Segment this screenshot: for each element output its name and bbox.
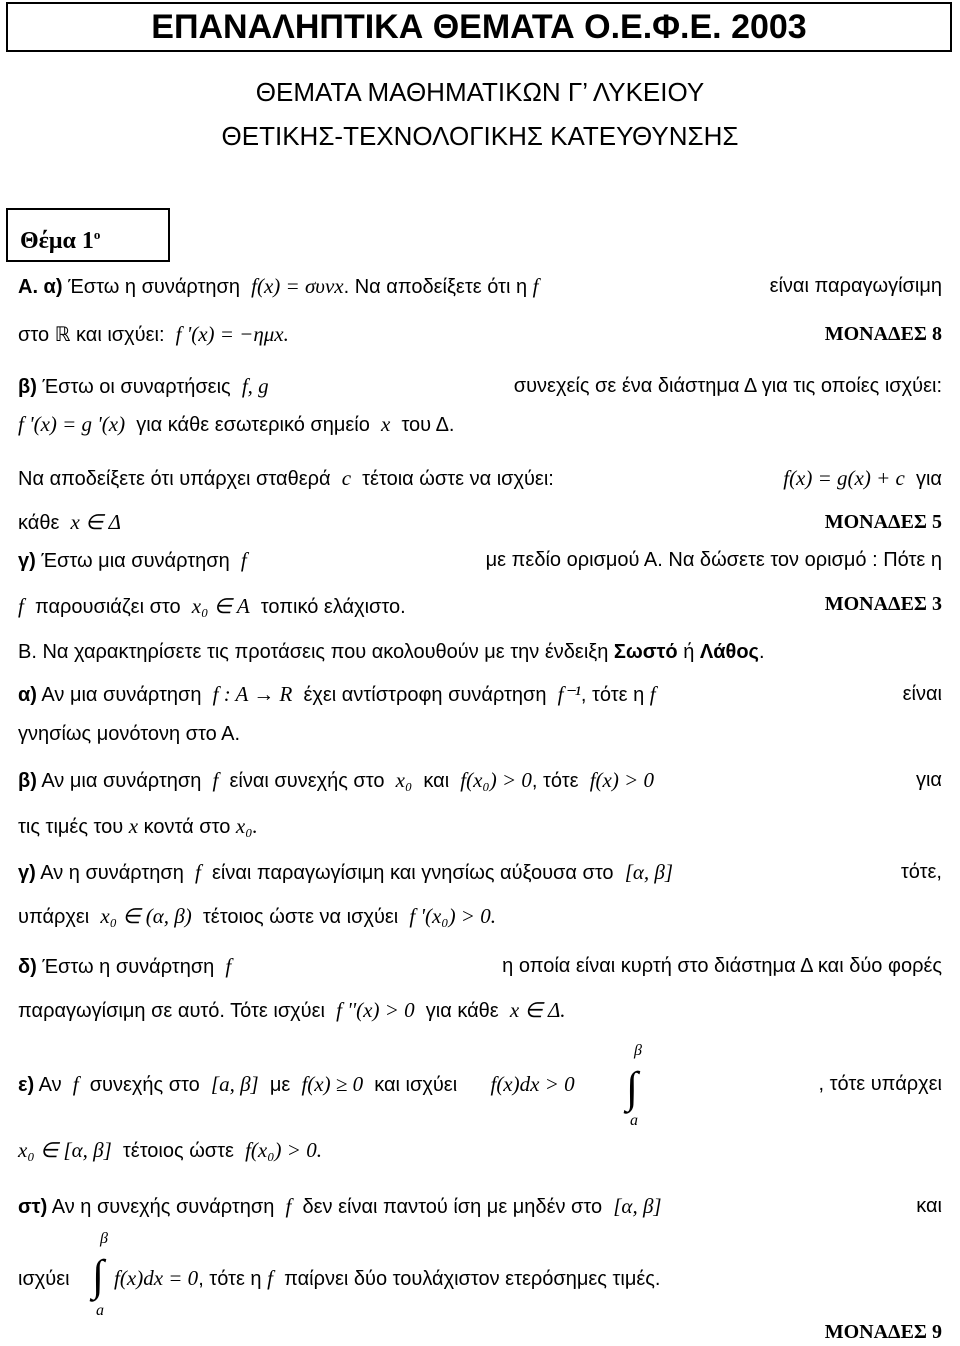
question-a-b-line2: f '(x) = g '(x) για κάθε εσωτερικό σημείο x του Δ. [18,412,455,436]
question-b-st-line1: στ) Αν η συνεχής συνάρτηση f δεν είναι παντού ίση με μηδέν στο [α, β] και [18,1194,942,1218]
question-b-b-line1: β) Αν μια συνάρτηση f είναι συνεχής στο x₀ και f(x₀) > 0, τότε f(x) > 0 για [18,768,942,792]
question-b-a-line1: α) Αν μια συνάρτηση f : A → R έχει αντίστροφη συνάρτηση f⁻¹, τότε η f είναι [18,682,942,706]
integral-sign-st: β ∫ a [92,1230,108,1319]
question-b-d-line2: παραγωγίσιμη σε αυτό. Τότε ισχύει f ''(x) > 0 για κάθε x ∈ Δ. [18,998,566,1022]
question-a-a-line1: Α. α) Έστω η συνάρτηση f(x) = συνx. Να αποδείξετε ότι η f είναι παραγωγίσιμη [18,274,942,298]
question-b-c-line1: γ) Αν η συνάρτηση f είναι παραγωγίσιμη και γνησίως αύξουσα στο [α, β] τότε, [18,860,942,884]
marks-b: ΜΟΝΑΔΕΣ 9 [824,1321,942,1343]
marks-a-a: ΜΟΝΑΔΕΣ 8 [824,323,942,345]
topic-label: Θέμα $1^o$ [6,208,170,262]
question-a-c-line2: f παρουσιάζει στο x₀ ∈ A τοπικό ελάχιστο. [18,594,406,618]
question-b-st-line2: ισχύει f(x)dx = 0, τότε η f παίρνει δύο τουλάχιστον ετερόσημες τιμές. [18,1266,661,1290]
subtitle-course: ΘΕΜΑΤΑ ΜΑΘΗΜΑΤΙΚΩΝ Γ’ ΛΥΚΕΙΟΥ [255,77,705,107]
question-a-a-line2: στο ℝ και ισχύει: f '(x) = −ημx. [18,322,289,346]
question-a-b-line1: β) Έστω οι συναρτήσεις f, g συνεχείς σε ένα διάστημα Δ για τις οποίες ισχύει: [18,374,942,398]
question-b-c-line2: υπάρχει x₀ ∈ (α, β) τέτοιος ώστε να ισχύει f '(x₀) > 0. [18,904,496,928]
question-a-c-line1: γ) Έστω μια συνάρτηση f με πεδίο ορισμού Α. Να δώσετε τον ορισμό : Πότε η [18,548,942,572]
subtitle-track: ΘΕΤΙΚΗΣ-ΤΕΧΝΟΛΟΓΙΚΗΣ ΚΑΤΕΥΘΥΝΣΗΣ [221,121,739,151]
question-a-b-line4: κάθε x ∈ Δ [18,510,121,534]
question-b-b-line2: τις τιμές του x κοντά στο x₀. [18,814,258,838]
page-title: ΕΠΑΝΑΛΗΠΤΙΚΑ ΘΕΜΑΤΑ Ο.Ε.Φ.Ε. 2003 [6,2,952,52]
integral-sign-e: β ∫ a [626,1042,642,1129]
question-b-e-line1: ε) Αν f συνεχής στο [a, β] με f(x) ≥ 0 και ισχύει f(x)dx > 0 , τότε υπάρχει [18,1072,942,1096]
marks-a-b: ΜΟΝΑΔΕΣ 5 [824,511,942,533]
marks-a-c: ΜΟΝΑΔΕΣ 3 [824,593,942,615]
question-b-e-line2: x₀ ∈ [α, β] τέτοιος ώστε f(x₀) > 0. [18,1138,322,1162]
question-b-d-line1: δ) Έστω η συνάρτηση f η οποία είναι κυρτή στο διάστημα Δ και δύο φορές [18,954,942,978]
question-a-b-line3: Να αποδείξετε ότι υπάρχει σταθερά c τέτοια ώστε να ισχύει: f(x) = g(x) + c για [18,466,942,490]
question-b-a-line2: γνησίως μονότονη στο Α. [18,723,241,745]
part-b-intro: Β. Να χαρακτηρίσετε τις προτάσεις που ακολουθούν με την ένδειξη Σωστό ή Λάθος. [18,641,765,663]
